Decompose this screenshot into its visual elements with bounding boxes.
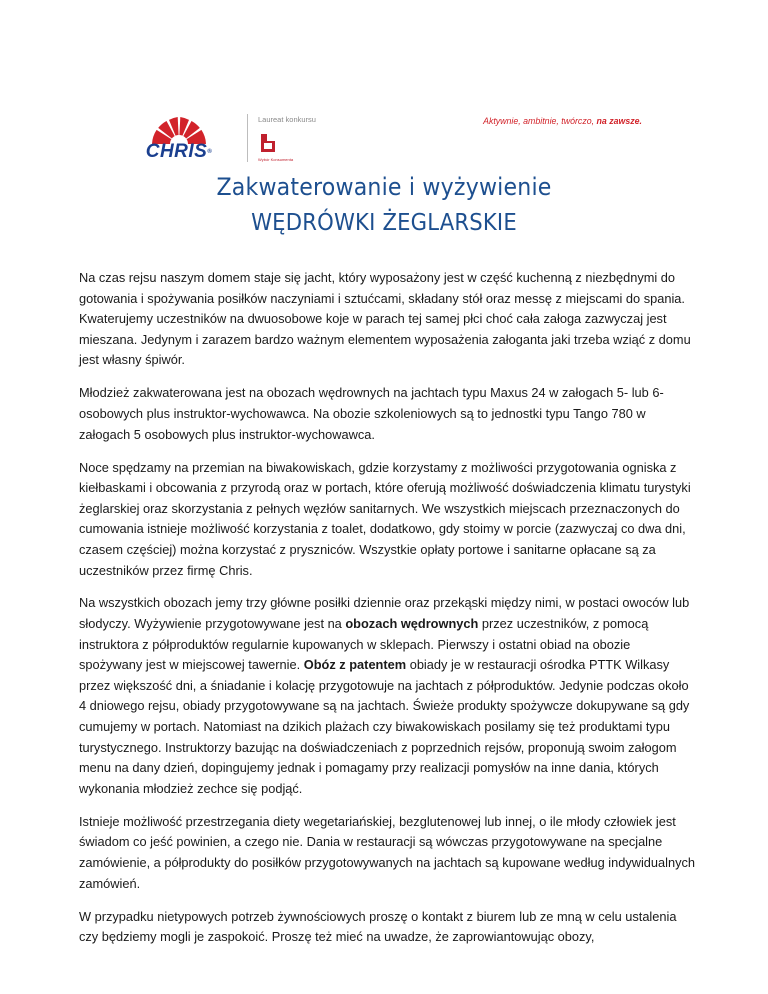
tagline-bold: na zawsze. bbox=[596, 116, 642, 126]
laureat-label: Laureat konkursu bbox=[258, 115, 316, 124]
paragraph-4-part-a: Na wszystkich obozach jemy trzy główne posiłki dziennie oraz przekąski między nimi, w postaci owoców lub słodyczy. Wyżywienie przygotowywane jest na bbox=[79, 595, 690, 632]
paragraph-2: Młodzież zakwaterowana jest na obozach wędrownych na jachtach typu Maxus 24 w załogach 5- lub 6-osobowych plus instruktor-wychowawca. Na obozie szkoleniowych są to jednostki typu Tango 780 w załogach 5 osobowych plus instruktor-wychowawca. bbox=[79, 385, 664, 442]
paragraph-4-part-e: obiady je w restauracji ośrodka PTTK Wilkasy przez większość dni, a śniadanie i kolację przygotowuje na jachtach z półproduktów. Jedynie podczas około 4 dniowego rejsu, obiady przygotowywane są na jachtach. Świeże produkty spożywcze dokupywane są gdy cumujemy w portach. Natomiast na dzikich plażach czy biwakowiskach posilamy się też produktami typu turystycznego. Instruktorzy bazując na doświadczeniach z poprzednich rejsów, proponują swoim załogom menu na dany dzień, dopingujemy jednak i pomagamy przy realizacji pomysłów na inne dania, których wykonania młodzież zechce się podjąć. bbox=[79, 657, 690, 796]
paragraph-4-emph-1: obozach wędrownych bbox=[345, 616, 479, 632]
document-header bbox=[0, 108, 768, 168]
paragraph-5: Istnieje możliwość przestrzegania diety wegetariańskiej, bezglutenowej lub innej, o ile młody człowiek jest świadom co jeść powinien, a czego nie. Dania w restauracji są wówczas przygotowywane na specjalne zamówienie, a półprodukty do posiłków przygotowywanych na jachtach są kupowane według indywidualnych zamówień. bbox=[79, 813, 696, 891]
paragraph-3: Noce spędzamy na przemian na biwakowiskach, gdzie korzystamy z możliwości przygotowania ogniska z kiełbaskami i obcowania z przyrodą oraz w portach, które oferują możliwość doświadczenia klimatu turystyki żeglarskiej oraz skorzystania z pełnych węzłów sanitarnych. We wszystkich miejscach przeznaczonych do cumowania istnieje możliwość korzystania z toalet, dodatkowo, gdy stoimy w porcie (zazwyczaj co dwa dni, czasem częściej) można korzystać z pryszniców. Wszystkie opłaty portowe i sanitarne opłacane są za uczestników przez firmę Chris. bbox=[79, 459, 691, 578]
chris-wordmark bbox=[126, 142, 232, 162]
paragraph-6: W przypadku nietypowych potrzeb żywnościowych proszę o kontakt z biurem lub ze mną w celu ustalenia czy będziemy mogli je zaspokoić. Proszę też mieć na uwadze, że zaprowiantowując obozy, bbox=[79, 908, 677, 945]
tagline bbox=[483, 116, 642, 126]
registered-mark: ® bbox=[207, 149, 213, 155]
paragraph-4-emph-2: Obóz z patentem bbox=[303, 657, 407, 673]
document-title bbox=[0, 172, 768, 238]
paragraph-4 bbox=[79, 593, 697, 799]
chris-sunburst-icon bbox=[126, 116, 232, 144]
paragraph-1: Na czas rejsu naszym domem staje się jacht, który wyposażony jest w część kuchenną z niezbędnymi do gotowania i spożywania posiłków naczyniami i sztućcami, składany stół oraz messę z miejscami do spania. Kwaterujemy uczestników na dwuosobowe koje w parach tej samej płci choć cała załoga zazwyczaj jest mieszana. Jedynym i zarazem bardzo ważnym elementem wyposażenia załoganta jaki trzeba wziąć z domu jest własny śpiwór. bbox=[79, 270, 691, 368]
tagline-regular: Aktywnie, ambitnie, twórczo, bbox=[483, 116, 597, 126]
award-caption: Wybór Konsumenta bbox=[258, 157, 294, 162]
chris-logo bbox=[126, 116, 232, 162]
paragraph-4-part-c: przez uczestników, z pomocą instruktora z półproduktów regularnie kupowanych w sklepach. Pierwszy i ostatni obiad na obozie spożywany jest w miejscowej tawernie. bbox=[79, 616, 649, 673]
title-line-2: WĘDRÓWKI ŻEGLARSKIE bbox=[251, 210, 517, 236]
title-line-1: Zakwaterowanie i wyżywienie bbox=[216, 173, 552, 201]
award-logo-icon bbox=[258, 132, 278, 156]
brand-name: CHRIS bbox=[145, 141, 208, 162]
logo-divider bbox=[247, 114, 248, 162]
document-body bbox=[79, 268, 697, 960]
